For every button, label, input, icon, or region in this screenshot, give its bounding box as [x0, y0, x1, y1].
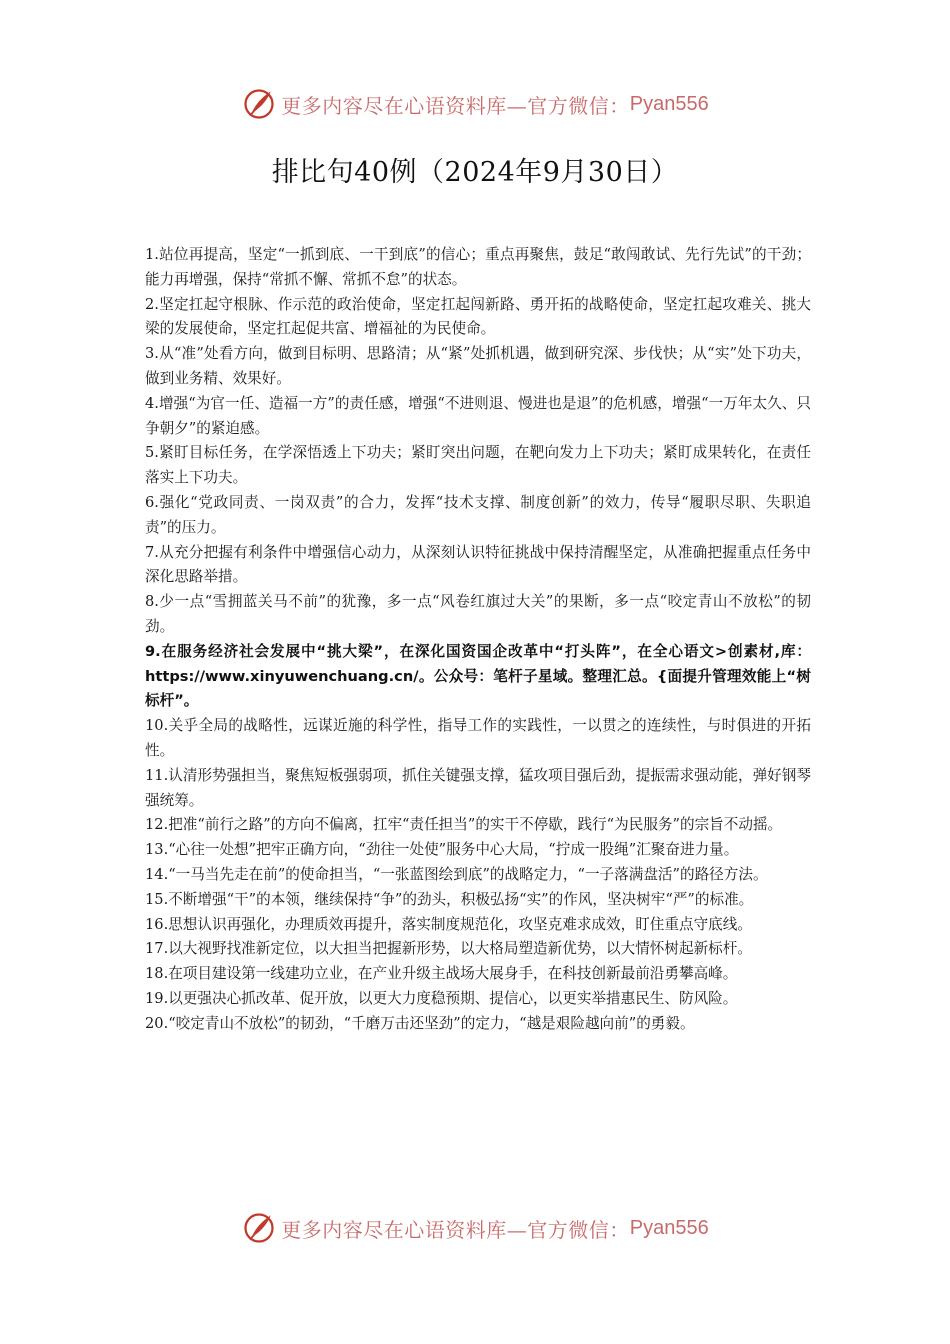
list-item: 16.思想认识再强化，办理质效再提升，落实制度规范化，攻坚克难求成效，盯住重点守底线。: [145, 915, 752, 933]
document-body: [145, 243, 811, 1037]
list-item: 1.站位再提高，坚定“一抓到底、一干到底”的信心；重点再聚焦，鼓足“敢闯敢试、先行先试”的干劲；能力再增强，保持“常抓不懈、常抓不怠”的状态。: [145, 246, 811, 288]
list-item: 7.从充分把握有利条件中增强信心动力，从深刻认识特征挑战中保持清醒坚定，从准确把握重点任务中深化思路举措。: [145, 543, 811, 586]
footer-banner: [0, 1208, 950, 1248]
list-item: 10.关乎全局的战略性，远谋近施的科学性，指导工作的实践性，一以贯之的连续性，与时俱进的开拓性。: [145, 717, 811, 759]
page-title: 排比句40例（2024年9月30日）: [271, 157, 679, 188]
list-item: 4.增强“为官一任、造福一方”的责任感，增强“不进则退、慢进也是退”的危机感，增强“一万年太久、只争朝夕”的紧迫感。: [145, 394, 811, 437]
list-item: 12.把准“前行之路”的方向不偏离，扛牢“责任担当”的实干不停歇，践行“为民服务”的宗旨不动摇。: [145, 816, 783, 834]
list-item: 8.少一点“雪拥蓝关马不前”的犹豫，多一点“风卷红旗过大关”的果断，多一点“咬定青山不放松”的韧劲。: [145, 593, 811, 635]
list-item: 2.坚定扛起守根脉、作示范的政治使命，坚定扛起闯新路、勇开拓的战略使命，坚定扛起攻难关、挑大梁的发展使命，坚定扛起促共富、增福祉的为民使命。: [145, 295, 811, 338]
list-item: 13.“心往一处想”把牢正确方向，“劲往一处使”服务中心大局，“拧成一股绳”汇聚奋进力量。: [145, 841, 739, 859]
list-item: 5.紧盯目标任务，在学深悟透上下功夫；紧盯突出问题，在靶向发力上下功夫；紧盯成果转化，在责任落实上下功夫。: [145, 444, 811, 487]
wechat-id: Pyan556: [629, 1216, 709, 1239]
list-item: 20.“咬定青山不放松”的韧劲，“千磨万击还坚劲”的定力，“越是艰险越向前”的勇毅。: [145, 1014, 695, 1032]
header-banner: [0, 84, 950, 124]
banner-text: 更多内容尽在心语资料库—官方微信：: [281, 1217, 630, 1242]
list-item: 15.不断增强“干”的本领，继续保持“争”的劲头，积极弘扬“实”的作风，坚决树牢“严”的标准。: [145, 890, 754, 908]
list-item: 17.以大视野找准新定位，以大担当把握新形势，以大格局塑造新优势，以大情怀树起新标杆。: [145, 940, 752, 958]
list-item: 6.强化“党政同责、一岗双责”的合力，发挥“技术支撑、制度创新”的效力，传导“履职尽职、失职追责”的压力。: [145, 493, 811, 536]
list-item: 3.从“准”处看方向，做到目标明、思路清；从“紧”处抓机遇，做到研究深、步伐快；从“实”处下功夫，做到业务精、效果好。: [145, 345, 811, 387]
list-item-highlighted: 9.在服务经济社会发展中“挑大梁”，在深化国资国企改革中“打头阵”，在全心语文>创素材,库：https://www.xinyuwenchuang.cn/。公众号：笔杆子星域。整理汇总。{面提升管理效能上“树标杆”。: [145, 642, 811, 710]
banner-text: 更多内容尽在心语资料库—官方微信：: [281, 93, 630, 118]
quill-pen-icon: [241, 86, 277, 122]
list-item: 11.认清形势强担当，聚焦短板强弱项，抓住关键强支撑，猛攻项目强后劲，提振需求强动能，弹好钢琴强统筹。: [145, 766, 811, 809]
list-item: 18.在项目建设第一线建功立业，在产业升级主战场大展身手，在科技创新最前沿勇攀高峰。: [145, 965, 738, 983]
quill-pen-icon: [241, 1210, 277, 1246]
wechat-id: Pyan556: [629, 92, 709, 115]
list-item: 19.以更强决心抓改革、促开放，以更大力度稳预期、提信心，以更实举措惠民生、防风险。: [145, 989, 738, 1007]
list-item: 14.“一马当先走在前”的使命担当，“一张蓝图绘到底”的战略定力，“一子落满盘活”的路径方法。: [145, 865, 768, 883]
